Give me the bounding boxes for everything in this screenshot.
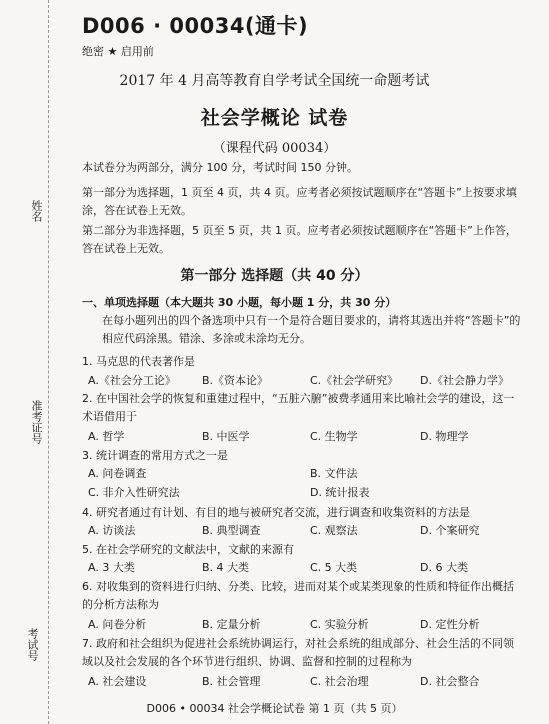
seat-number-label: 考试号 — [26, 628, 39, 661]
confidential-mark: 绝密 ★ 启用前 — [82, 45, 154, 58]
question-option: B. 定量分析 — [202, 618, 261, 631]
question-stem: 5. 在社会学研究的文献法中，文献的来源有 — [82, 543, 294, 556]
question-option: A. 问卷分析 — [88, 618, 147, 631]
section-note: 在每小题列出的四个备选项中只有一个是符合题目要求的，请将其选出并将“答题卡”的相应代码涂黑。错涂、多涂或未涂均无分。 — [102, 314, 521, 345]
question-option: C. 非介入性研究法 — [88, 486, 180, 499]
question-option: B. 中医学 — [202, 430, 250, 443]
question-option: D. 统计报表 — [310, 486, 370, 499]
question-option: A. 3 大类 — [88, 561, 135, 574]
name-label: 姓名 — [30, 200, 43, 222]
question-option: C. 社会治理 — [310, 675, 369, 688]
question-stem: 1. 马克思的代表著作是 — [82, 355, 195, 368]
question-option: A. 社会建设 — [88, 675, 147, 688]
question-stem: 4. 研究者通过有计划、有目的地与被研究者交流，进行调查和收集资料的方法是 — [82, 506, 470, 519]
question-stem: 6. 对收集到的资料进行归纳、分类、比较，进而对某个或某类现象的性质和特征作出概括的分析方法称为 — [82, 580, 514, 611]
question-option: A. 访谈法 — [88, 524, 136, 537]
question-option: C. 生物学 — [310, 430, 358, 443]
question-option: A. 问卷调查 — [88, 467, 147, 480]
question-stem: 2. 在中国社会学的恢复和重建过程中，“五脏六腑”被费孝通用来比喻社会学的建设，这一术语借用于 — [82, 392, 515, 423]
part-heading: 第一部分 选择题（共 40 分） — [180, 268, 369, 284]
question-option: C.《社会学研究》 — [310, 374, 399, 387]
paper-code: D006 · 00034(通卡) — [82, 14, 309, 38]
id-number-label: 准考证号 — [30, 400, 43, 444]
question-option: D. 物理学 — [420, 430, 469, 443]
question-option: C. 5 大类 — [310, 561, 358, 574]
question-option: B.《资本论》 — [202, 374, 269, 387]
question-option: D. 6 大类 — [420, 561, 468, 574]
question-option: D. 个案研究 — [420, 524, 480, 537]
question-option: C. 实验分析 — [310, 618, 369, 631]
question-stem: 3. 统计调查的常用方式之一是 — [82, 449, 228, 462]
section-title: 一、单项选择题（本大题共 30 小题，每小题 1 分，共 30 分） — [82, 296, 397, 309]
instruction-1: 本试卷分为两部分，满分 100 分，考试时间 150 分钟。 — [82, 161, 358, 174]
question-option: A.《社会分工论》 — [88, 374, 176, 387]
page-footer: D006 • 00034 社会学概论试卷 第 1 页（共 5 页） — [146, 702, 403, 715]
paper-title: 社会学概论 试卷 — [200, 107, 349, 129]
question-option: B. 典型调查 — [202, 524, 261, 537]
question-option: A. 哲学 — [88, 430, 125, 443]
question-option: D.《社会静力学》 — [420, 374, 509, 387]
question-option: B. 4 大类 — [202, 561, 250, 574]
question-option: B. 文件法 — [310, 467, 358, 480]
question-stem: 7. 政府和社会组织为促进社会系统协调运行，对社会系统的组成部分、社会生活的不同领域以及社会发展的各个环节进行组织、协调、监督和控制的过程称为 — [82, 637, 514, 668]
question-option: B. 社会管理 — [202, 675, 261, 688]
course-code: （课程代码 00034） — [212, 141, 337, 156]
question-option: C. 观察法 — [310, 524, 358, 537]
question-option: D. 社会整合 — [420, 675, 480, 688]
instruction-3: 第二部分为非选择题，5 页至 5 页，共 1 页。应考者必须按试题顺序在“答题卡”上作答，答在试卷上无效。 — [82, 224, 517, 255]
exam-title: 2017 年 4 月高等教育自学考试全国统一命题考试 — [119, 73, 430, 89]
question-option: D. 定性分析 — [420, 618, 480, 631]
instruction-2: 第一部分为选择题，1 页至 4 页，共 4 页。应考者必须按试题顺序在“答题卡”上按要求填涂，答在试卷上无效。 — [82, 186, 517, 217]
